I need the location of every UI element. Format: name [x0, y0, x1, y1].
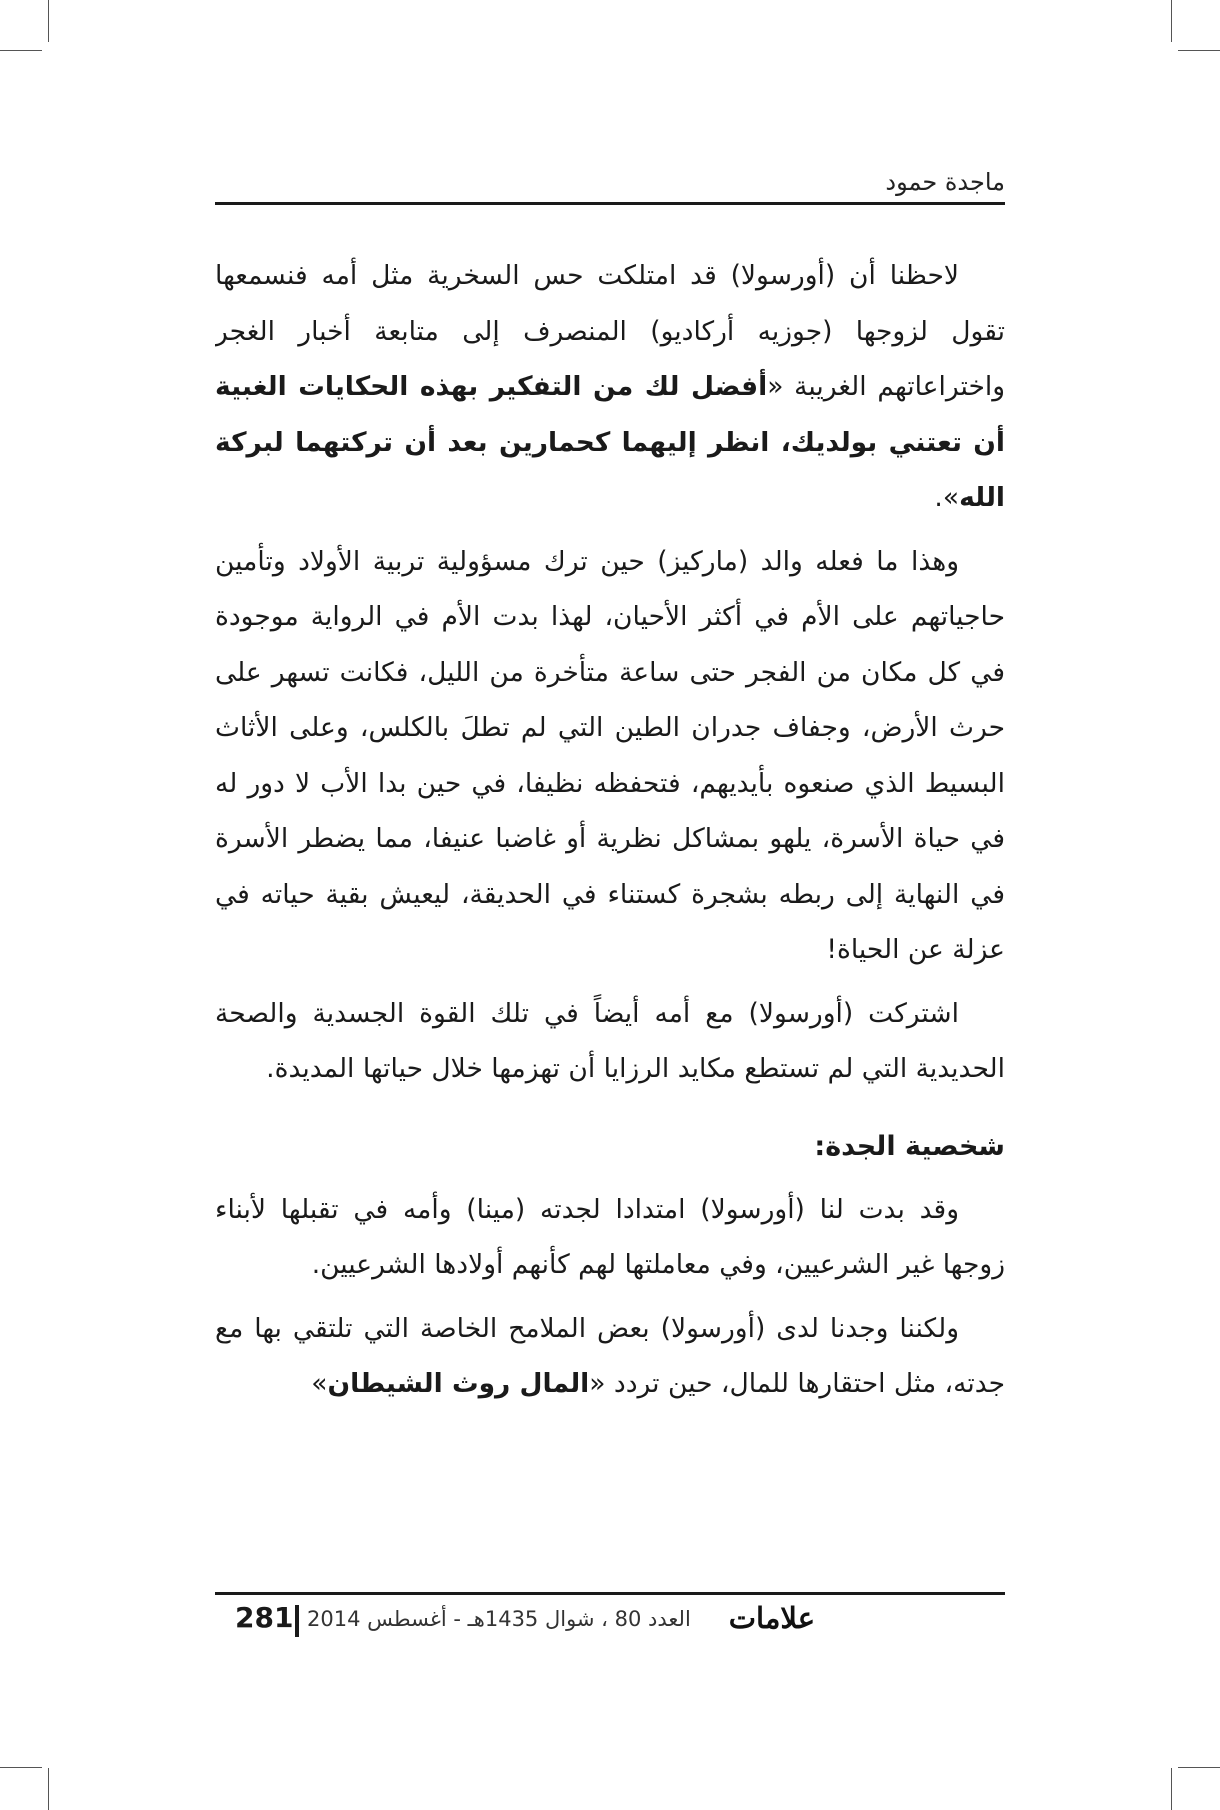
crop-mark — [0, 50, 42, 51]
quote-bold: أفضل لك من التفكير بهذه الحكايات الغبية أن تعتني بولديك، انظر إليهما كحمارين بعد أن تركتهما لبركة الله — [215, 371, 1005, 513]
footer-divider — [295, 1605, 299, 1637]
author-name: ماجدة حمود — [885, 168, 1005, 196]
crop-mark — [1171, 0, 1172, 42]
crop-mark — [48, 0, 49, 42]
paragraph: ولكننا وجدنا لدى (أورسولا) بعض الملامح الخاصة التي تلتقي بها مع جدته، مثل احتقارها للمال، حين تردد «المال روث الشيطان» — [215, 1312, 1005, 1399]
crop-mark — [48, 1768, 49, 1810]
paragraph: وهذا ما فعله والد (ماركيز) حين ترك مسؤولية تربية الأولاد وتأمين حاجياتهم على الأم في أكثر الأحيان، لهذا بدت الأم في الرواية موجودة في كل مكان من الفجر حتى ساعة متأخرة من الليل، فكانت تسهر على حرث الأرض، وجفاف جدران الطين التي لم تطلَ بالكلس، وعلى الأثاث البسيط الذي صنعوه بأيديهم، فتحفظه نظيفا، في حين بدا الأب لا دور له في حياة الأسرة، يلهو بمشاكل نظرية أو غاضبا عنيفا، مما يضطر الأسرة في النهاية إلى ربطه بشجرة كستناء في الحديقة، ليعيش بقية حياته في عزلة عن الحياة! — [215, 545, 1005, 965]
paragraph: لاحظنا أن (أورسولا) قد امتلكت حس السخرية مثل أمه فنسمعها تقول لزوجها (جوزيه أركاديو) المنصرف إلى متابعة أخبار الغجر واختراعاتهم الغريبة «أفضل لك من التفكير بهذه الحكايات الغبية أن تعتني بولديك، انظر إليهما كحمارين بعد أن تركتهما لبركة الله». — [215, 260, 1005, 513]
crop-mark — [1178, 1767, 1220, 1768]
crop-mark — [1178, 50, 1220, 51]
section-heading: شخصية الجدة: — [814, 1130, 1005, 1162]
page-footer — [215, 1592, 1005, 1645]
journal-logo: علامات — [728, 1601, 815, 1635]
quote-bold: المال روث الشيطان — [327, 1368, 590, 1399]
crop-mark — [1171, 1768, 1172, 1810]
page-number: 281 — [235, 1601, 294, 1634]
running-head — [215, 168, 1005, 205]
issue-info: العدد 80 ، شوال 1435هـ - أغسطس 2014 — [307, 1607, 691, 1631]
paragraph: وقد بدت لنا (أورسولا) امتدادا لجدته (مينا) وأمه في تقبلها لأبناء زوجها غير الشرعيين، وفي معاملتها لهم كأنهم أولادها الشرعيين. — [215, 1193, 1005, 1280]
article-body — [215, 248, 1005, 1548]
paragraph: اشتركت (أورسولا) مع أمه أيضاً في تلك القوة الجسدية والصحة الحديدية التي لم تستطع مكايد الرزايا أن تهزمها خلال حياتها المديدة. — [215, 997, 1005, 1084]
crop-mark — [0, 1767, 42, 1768]
